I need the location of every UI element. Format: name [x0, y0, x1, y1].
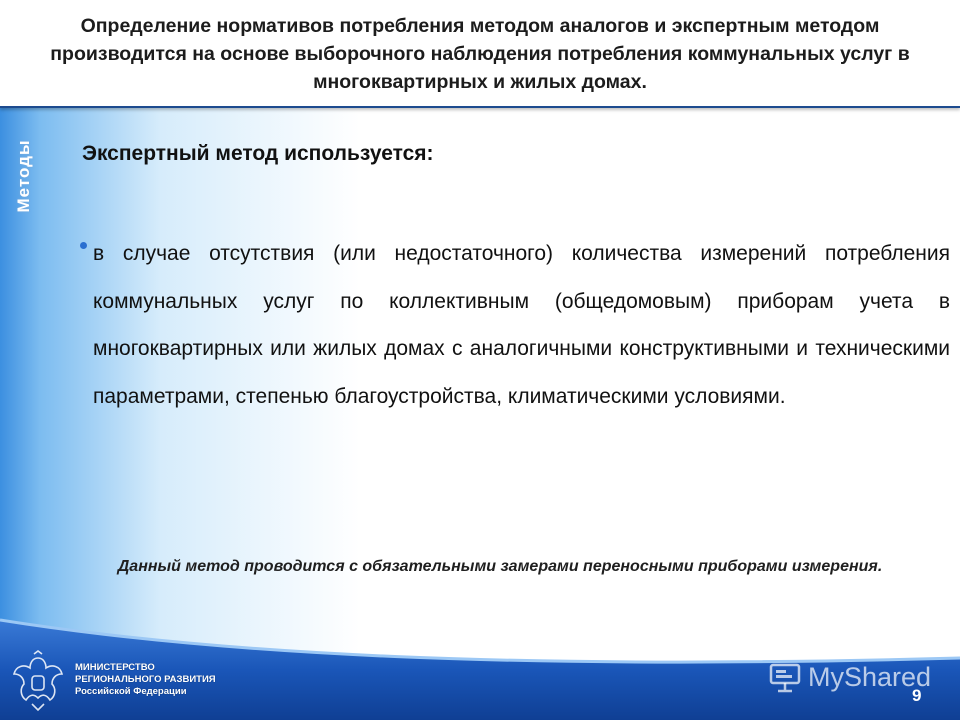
- bullet-text: в случае отсутствия (или недостаточного) количества измерений потребления коммунальных услуг по коллективным (общедомовым) приборам учета в многоквартирных или жилых домах с аналогичными конструктивными и техническими параметрами, степенью благоустройства, климатическими условиями.: [93, 242, 950, 408]
- method-note: Данный метод проводится с обязательными замерами переносными приборами измерения.: [117, 558, 883, 575]
- content-heading: Экспертный метод используется:: [82, 142, 434, 165]
- watermark-text: MyShared: [808, 661, 932, 692]
- page-number: 9: [912, 686, 922, 705]
- ministry-line: РЕГИОНАЛЬНОГО РАЗВИТИЯ: [75, 674, 216, 685]
- watermark: [768, 660, 931, 694]
- slide-title: Определение нормативов потребления методом аналогов и экспертным методом производится на основе выборочного наблюдения потребления коммунальных услуг в многоквартирных и жилых домах.: [50, 15, 910, 93]
- ministry-line: Российской Федерации: [75, 686, 187, 697]
- header-bar: [0, 0, 960, 108]
- coat-of-arms-icon: [10, 650, 66, 712]
- side-section-label: [2, 128, 46, 224]
- presentation-icon: [768, 660, 802, 694]
- side-label-text: Методы: [14, 139, 33, 213]
- ministry-line: МИНИСТЕРСТВО: [75, 662, 155, 673]
- bullet-item: [80, 230, 950, 420]
- bullet-icon: [80, 242, 87, 249]
- ministry-name: [75, 662, 216, 698]
